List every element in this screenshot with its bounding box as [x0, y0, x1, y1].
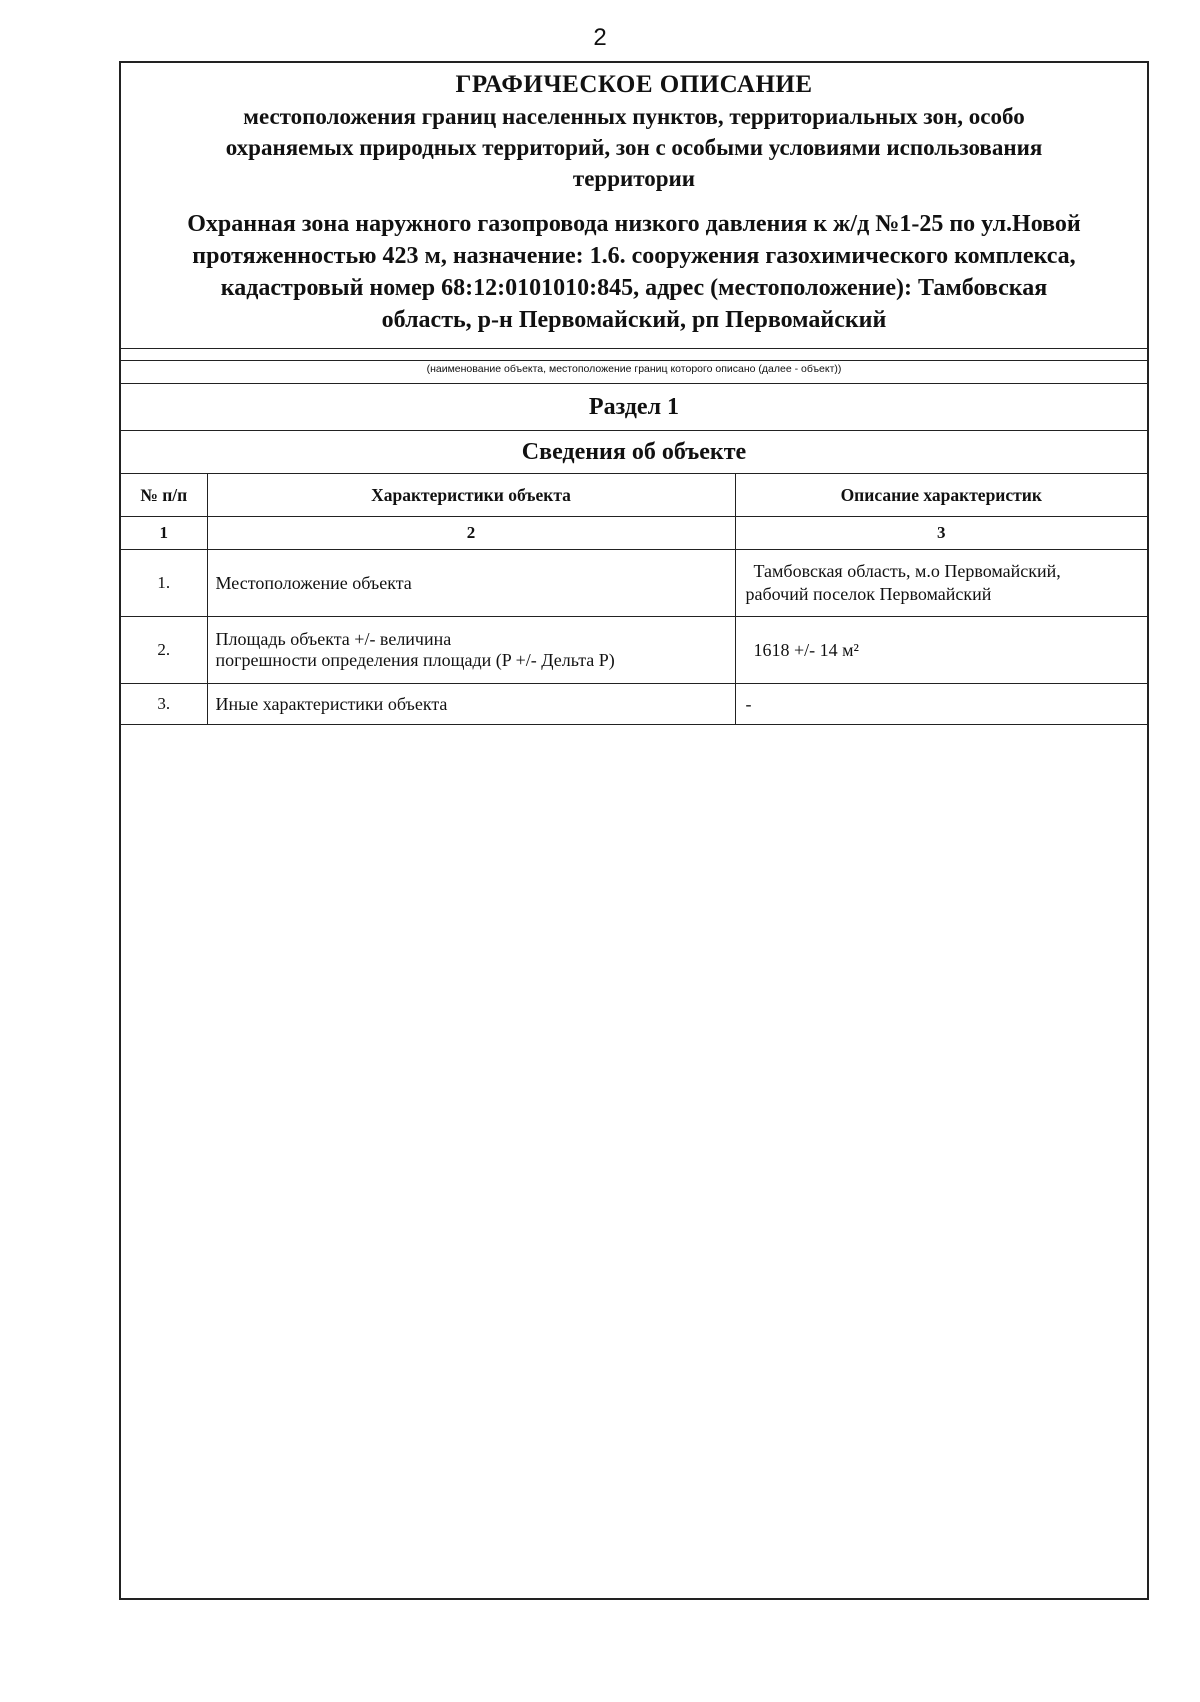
- column-number-row: [121, 517, 1147, 550]
- subtitle-line: территории: [572, 166, 696, 191]
- section-title: Раздел 1: [121, 384, 1147, 431]
- characteristic-line: Местоположение объекта: [215, 572, 412, 593]
- characteristic-line: погрешности определения площади (P +/- Дельта P): [215, 650, 615, 670]
- characteristic-line: Иные характеристики объекта: [215, 693, 448, 714]
- document-subtitle: [141, 101, 1127, 194]
- table-header-row: [121, 474, 1147, 517]
- subtitle-line: местоположения границ населенных пунктов, территориальных зон, особо: [243, 104, 1025, 129]
- column-number: 3: [735, 517, 1147, 550]
- blank-row: [121, 349, 1147, 361]
- header-cell-characteristic: Характеристики объекта: [207, 474, 735, 517]
- description-line: Тамбовская область, м.о Первомайский,: [753, 561, 1061, 581]
- object-name-line: кадастровый номер 68:12:0101010:845, адрес (местоположение): Тамбовская: [220, 275, 1048, 301]
- row-description: [735, 684, 1147, 725]
- object-name-line: протяженностью 423 м, назначение: 1.6. сооружения газохимического комплекса,: [192, 243, 1076, 269]
- object-caption: (наименование объекта, местоположение границ которого описано (далее - объект)): [121, 361, 1147, 384]
- document-title: ГРАФИЧЕСКОЕ ОПИСАНИЕ: [455, 71, 813, 98]
- row-number: 1.: [121, 550, 207, 617]
- header-cell-number: № п/п: [121, 474, 207, 517]
- column-number: 1: [121, 517, 207, 550]
- row-description: [735, 550, 1147, 617]
- document-frame: [119, 61, 1149, 1600]
- row-characteristic: [207, 684, 735, 725]
- subtitle-line: охраняемых природных территорий, зон с особыми условиями использования: [225, 135, 1043, 160]
- page-number: 2: [593, 24, 607, 51]
- row-number: 2.: [121, 617, 207, 684]
- row-characteristic: [207, 617, 735, 684]
- object-name: [127, 208, 1141, 336]
- table-row: [121, 684, 1147, 725]
- object-name-line: Охранная зона наружного газопровода низкого давления к ж/д №1-25 по ул.Новой: [187, 211, 1081, 237]
- description-line: 1618 +/- 14 м²: [753, 639, 859, 660]
- row-characteristic: [207, 550, 735, 617]
- document-header: [121, 71, 1147, 349]
- row-number: 3.: [121, 684, 207, 725]
- description-line: -: [745, 693, 752, 714]
- description-line: рабочий поселок Первомайский: [745, 584, 992, 604]
- object-name-line: область, р-н Первомайский, рп Первомайский: [381, 307, 887, 333]
- object-info-table: [121, 474, 1147, 725]
- header-cell-description: Описание характеристик: [735, 474, 1147, 517]
- column-number: 2: [207, 517, 735, 550]
- section-subtitle: Сведения об объекте: [121, 431, 1147, 474]
- characteristic-line: Площадь объекта +/- величина: [215, 629, 452, 649]
- row-description: [735, 617, 1147, 684]
- table-row: [121, 550, 1147, 617]
- table-row: [121, 617, 1147, 684]
